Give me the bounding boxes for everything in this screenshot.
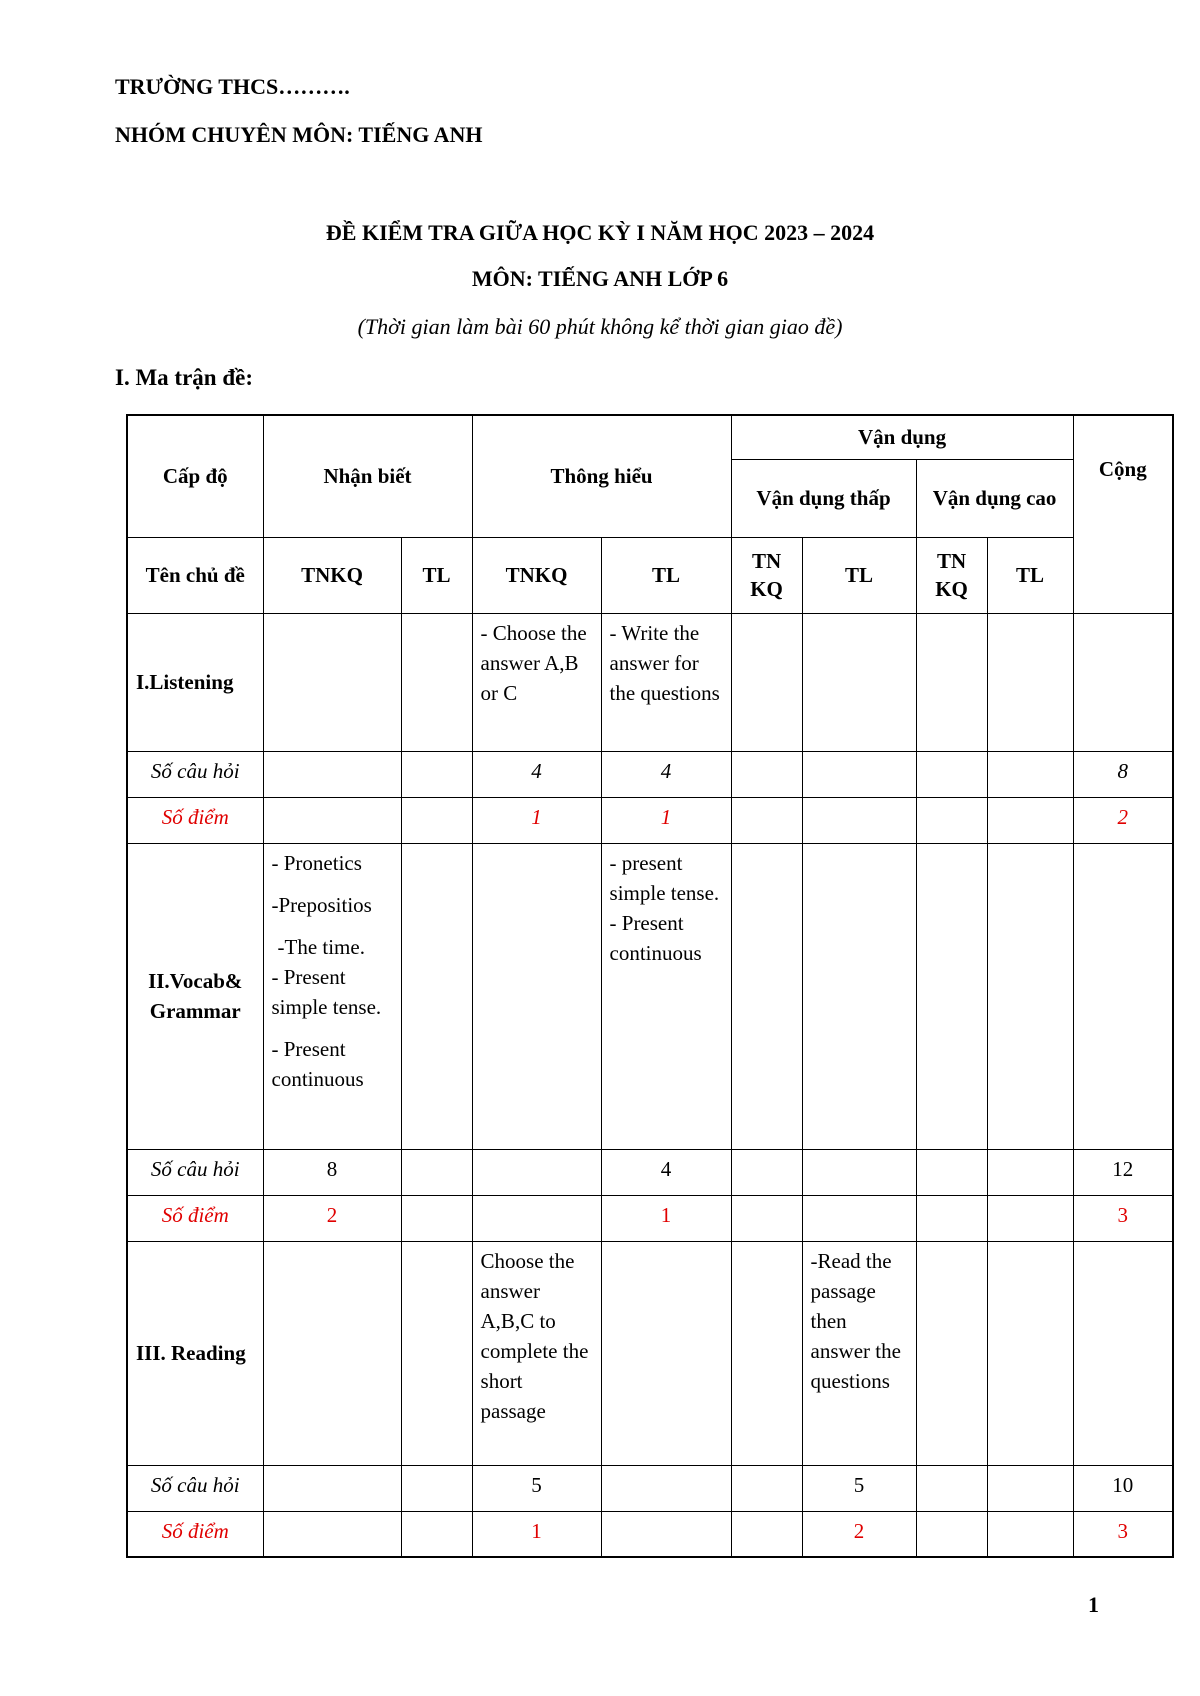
points-label: Số điểm	[127, 797, 263, 843]
department-name: NHÓM CHUYÊN MÔN: TIẾNG ANH	[115, 122, 483, 147]
reading-understand-tnkq: Choose the answer A,B,C to complete the short passage	[472, 1241, 601, 1465]
header-recognize-tl: TL	[401, 537, 472, 613]
listening-understand-tl: - Write the answer for the questions	[601, 613, 731, 751]
header-apply-high-tnkq: TN KQ	[916, 537, 987, 613]
table-row: Số điểm 1 1 2	[127, 797, 1173, 843]
vocab-total-points: 3	[1073, 1195, 1173, 1241]
vocab-total-questions: 12	[1073, 1149, 1173, 1195]
listening-understand-tnkq: - Choose the answer A,B or C	[472, 613, 601, 751]
header-understand-tnkq: TNKQ	[472, 537, 601, 613]
table-row	[127, 843, 1173, 1149]
table-row	[127, 613, 1173, 751]
school-name: TRƯỜNG THCS……….	[115, 74, 350, 99]
table-row: Số câu hỏi 4 4 8	[127, 751, 1173, 797]
section-heading: I. Ma trận đề:	[115, 365, 253, 390]
topic-listening: I.Listening	[127, 613, 263, 751]
points-label: Số điểm	[127, 1195, 263, 1241]
header-apply-low: Vận dụng thấp	[731, 459, 916, 537]
table-row	[127, 1241, 1173, 1465]
vocab-understand-tl: - present simple tense. - Present continuous	[601, 843, 731, 1149]
questions-label: Số câu hỏi	[127, 751, 263, 797]
header-apply-high-tl: TL	[987, 537, 1073, 613]
exam-title: ĐỀ KIỂM TRA GIỮA HỌC KỲ I NĂM HỌC 2023 – 2024	[325, 220, 875, 245]
page-number: 1	[1088, 1592, 1099, 1617]
header-recognize-tnkq: TNKQ	[263, 537, 401, 613]
header-level: Cấp độ	[127, 415, 263, 537]
exam-subject: MÔN: TIẾNG ANH LỚP 6	[471, 266, 729, 291]
reading-total-points: 3	[1073, 1511, 1173, 1557]
header-apply-low-tnkq: TN KQ	[731, 537, 802, 613]
questions-label: Số câu hỏi	[127, 1465, 263, 1511]
table-row: Số điểm 2 1 3	[127, 1195, 1173, 1241]
reading-total-questions: 10	[1073, 1465, 1173, 1511]
listening-total-questions: 8	[1073, 751, 1173, 797]
header-total: Cộng	[1073, 415, 1173, 613]
topic-vocab-grammar: II.Vocab& Grammar	[127, 843, 263, 1149]
listening-total-points: 2	[1073, 797, 1173, 843]
exam-time-note: (Thời gian làm bài 60 phút không kể thời gian giao đề)	[357, 314, 843, 339]
header-recognize: Nhận biết	[263, 415, 472, 537]
table-row: Số câu hỏi 8 4 12	[127, 1149, 1173, 1195]
header-apply-high: Vận dụng cao	[916, 459, 1073, 537]
header-understand-tl: TL	[601, 537, 731, 613]
points-label: Số điểm	[127, 1511, 263, 1557]
header-apply: Vận dụng	[731, 415, 1073, 459]
reading-apply-low-tl: -Read the passage then answer the questions	[802, 1241, 916, 1465]
exam-matrix-table	[126, 414, 1174, 1558]
table-row: Số câu hỏi 5 5 10	[127, 1465, 1173, 1511]
vocab-recognize-tnkq: - Pronetics -Prepositios -The time. - Present simple tense. - Present continuous	[263, 843, 401, 1149]
topic-reading: III. Reading	[127, 1241, 263, 1465]
table-row: Số điểm 1 2 3	[127, 1511, 1173, 1557]
header-apply-low-tl: TL	[802, 537, 916, 613]
header-topic: Tên chủ đề	[127, 537, 263, 613]
header-understand: Thông hiểu	[472, 415, 731, 537]
questions-label: Số câu hỏi	[127, 1149, 263, 1195]
